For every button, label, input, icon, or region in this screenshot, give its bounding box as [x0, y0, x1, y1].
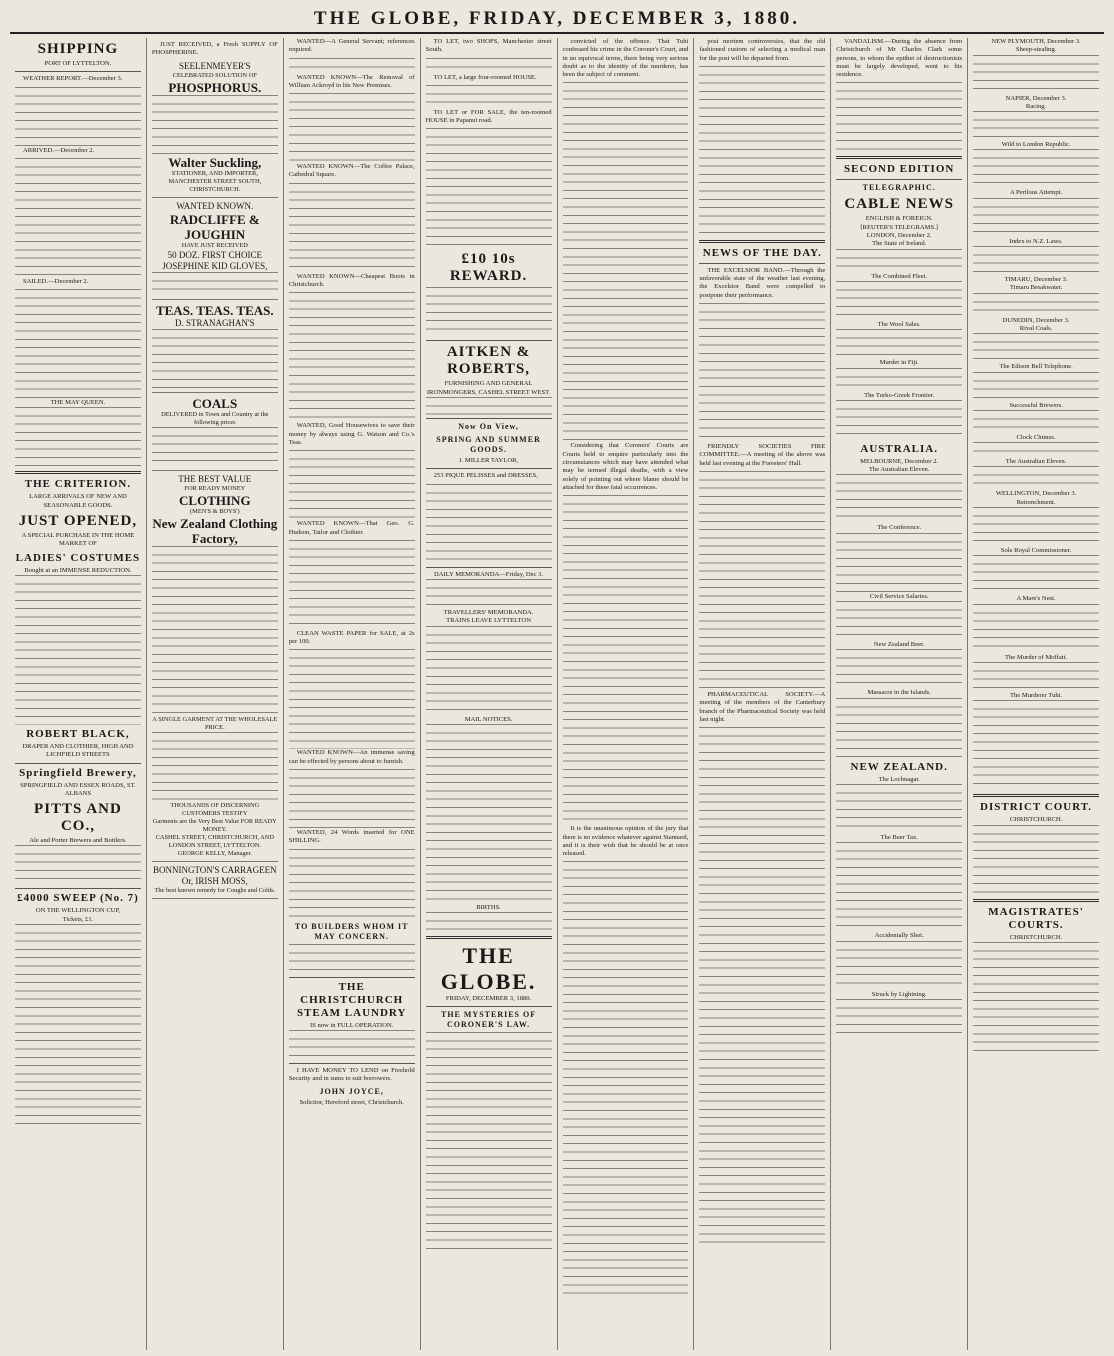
ad-sub: (MEN'S & BOYS')	[190, 507, 240, 515]
text-block	[426, 579, 552, 609]
section-title: Accidentally Shot.	[874, 932, 924, 940]
travellers-memoranda: TRAVELLERS' MEMORANDA.	[443, 608, 534, 616]
section-title: The Edison Bell Telephone.	[999, 363, 1073, 371]
ad-phospherine	[152, 38, 278, 198]
ad-radcliffe	[152, 198, 278, 300]
dateline: TIMARU, December 3.	[1004, 276, 1068, 284]
dateline: DUNEDIN, December 3.	[1002, 316, 1070, 324]
wanted-ad: WANTED KNOWN—An immense saving can be effected by persons about to furnish.	[288, 749, 415, 765]
text-block	[15, 845, 141, 885]
builders-heading: TO BUILDERS WHOM IT MAY CONCERN.	[294, 921, 409, 941]
ad-title: RADCLIFFE & JOUGHIN	[169, 211, 260, 242]
reward-heading: £10 10s REWARD.	[449, 251, 528, 285]
ad-title: COALS	[192, 395, 238, 411]
text-block	[973, 662, 1099, 692]
ad-title: SEELENMEYER'S	[179, 60, 251, 71]
text-block	[152, 546, 278, 716]
steam-laundry-sub: IS now in FULL OPERATION.	[309, 1021, 394, 1029]
section-title: The Wool Sales.	[877, 320, 921, 328]
section-title: Struck by Lightning.	[871, 990, 927, 998]
masthead	[10, 6, 1104, 34]
text-block	[289, 769, 415, 829]
column-8	[968, 38, 1104, 1350]
section-title: Index to N.Z. Laws.	[1009, 237, 1063, 245]
ad-title: BONNINGTON'S CARRAGEEN	[152, 864, 277, 875]
text-block	[973, 372, 1099, 402]
arrived: ARRIVED.—December 2.	[23, 146, 95, 154]
ad-title: THE BEST VALUE	[178, 473, 252, 484]
cable-news: CABLE NEWS	[844, 196, 954, 213]
ad-sub: STATIONER, AND IMPORTER, MANCHESTER STREET SOUTH, CHRISTCHURCH.	[168, 169, 262, 193]
text-block	[426, 484, 552, 564]
money-to-lend: I HAVE MONEY TO LEND on Freehold Security and in sums to suit borrowers.	[288, 1066, 415, 1083]
text-block	[289, 649, 415, 749]
editorial-text: Considering that Coroners' Courts are Courts held to enquire particularly into the circumstances which may have attended what may be termed illegal deaths, with a view solely of pointing out where blame should be attached for these fatal occurrences.	[562, 442, 689, 491]
sweep-heading: £4000 SWEEP (No. 7)	[17, 892, 139, 905]
text-block	[426, 397, 552, 415]
daily-memoranda: DAILY MEMORANDA—Friday, Dec 3.	[434, 570, 544, 578]
text-block	[563, 495, 689, 825]
text-block	[836, 281, 962, 321]
divider	[426, 468, 552, 469]
wanted-ad: WANTED, 24 Words inserted for ONE SHILLING.	[288, 829, 415, 845]
robert-black-sub: DRAPER AND CLOTHIER, HIGH AND LICHFIELD STREETS	[22, 742, 134, 759]
text-block	[836, 601, 962, 641]
district-court-sub: CHRISTCHURCH.	[1009, 816, 1063, 824]
tickets: Tickets, £1.	[62, 915, 94, 923]
divider	[15, 71, 141, 72]
text-block	[699, 303, 825, 443]
taylor: J. MILLER TAYLOR,	[458, 457, 519, 465]
text-block	[836, 368, 962, 392]
column-2	[147, 38, 284, 1350]
column-5	[558, 38, 695, 1350]
text-block	[836, 474, 962, 524]
trains-heading: TRAINS LEAVE LYTTELTON	[446, 617, 532, 625]
the-globe-title: THE GLOBE.	[440, 943, 537, 995]
divider	[426, 936, 552, 939]
ad-title: PHOSPHORUS.	[168, 79, 262, 95]
wanted-ad: CLEAN WASTE PAPER for SALE, at 2s per 100.	[288, 629, 415, 646]
ad-coals	[152, 393, 278, 471]
text-block	[15, 158, 141, 278]
section-title: Clock Chimes.	[1016, 433, 1056, 441]
ad-clothing-factory	[152, 471, 278, 862]
wanted-ad: WANTED KNOWN—The Coffee Palace, Cathedral Square.	[288, 163, 415, 179]
text-block	[289, 450, 415, 520]
editorial-text: It is the unanimous opinion of the jury that there is no evidence whatever against Stannard, and it is their wish that he should be at once released.	[562, 825, 689, 858]
pitts-sub: Ale and Porter Brewers and Bottlers.	[29, 837, 127, 845]
text-block	[973, 55, 1099, 95]
ad-sub: CASHEL STREET, CHRISTCHURCH, AND LONDON STREET, LYTTELTON.	[155, 833, 275, 849]
news-text: PHARMACEUTICAL SOCIETY.—A meeting of the members of the Canterbury branch of the Pharmaceutical Society was held last night.	[699, 690, 826, 723]
ad-sub: DELIVERED in Town and Country at the following prices	[161, 410, 269, 426]
text-block	[289, 93, 415, 163]
springfield-brewery: Springfield Brewery,	[19, 766, 137, 779]
section-title: The Combined Fleet.	[871, 272, 928, 280]
text-block	[973, 555, 1099, 595]
new-zealand-heading: NEW ZEALAND.	[850, 760, 948, 773]
text-block	[973, 507, 1099, 547]
aitken-sub: FURNISHING AND GENERAL IRONMONGERS, CASHEL STREET WEST.	[426, 380, 551, 396]
text-block	[973, 825, 1099, 895]
ad-sub: CELEBRATED SOLUTION OF	[172, 71, 257, 79]
text-block	[289, 58, 415, 74]
masthead-title: THE GLOBE, FRIDAY, DECEMBER 3, 1880.	[313, 8, 801, 29]
telegraphic: TELEGRAPHIC.	[862, 183, 936, 193]
wanted-ad: WANTED KNOWN—That Geo. G. Hudson, Tailor and Clothier.	[288, 520, 415, 536]
australia-heading: AUSTRALIA.	[860, 442, 938, 455]
divider	[15, 888, 141, 889]
editorial-heading: THE MYSTERIES OF CORONER'S LAW.	[440, 1010, 537, 1030]
text-block	[836, 784, 962, 834]
text-block	[426, 1032, 552, 1252]
magistrates-sub: CHRISTCHURCH.	[1009, 933, 1063, 941]
news-of-the-day: NEWS OF THE DAY.	[702, 246, 822, 259]
section-title: A Perilous Attempt.	[1009, 189, 1063, 197]
section-title: The Lochnagar.	[878, 775, 920, 783]
divider	[426, 1006, 552, 1007]
text-block	[426, 128, 552, 248]
to-let-ad: TO LET, a large four-roomed HOUSE.	[433, 73, 537, 81]
news-text: THE EXCELSIOR BAND.—Through the unfavorable state of the weather last evening, the Excelsior Band were compelled to postpone their performance.	[699, 266, 826, 299]
london-dateline: LONDON, December 2.	[866, 232, 932, 240]
text-block	[563, 82, 689, 442]
section-title: The Conference.	[877, 524, 922, 532]
text-block	[289, 1030, 415, 1060]
text-block	[15, 407, 141, 467]
text-block	[289, 849, 415, 919]
ad-text: JUST RECEIVED, a Fresh SUPPLY OF PHOSPHERINE.	[151, 41, 278, 57]
section-title: Civil Service Salaries.	[869, 592, 929, 600]
editorial-text: post mortem controversies, that the old fashioned custom of selecting a medical man for the post will be departed from.	[699, 38, 826, 62]
news-text: VANDALISM.—During the absence from Christchurch of Mr Charles Clark some persons, to whom the epithet of destructionists must be largely developed, went to his residence.	[836, 38, 963, 79]
column-6	[694, 38, 831, 1350]
text-block	[15, 289, 141, 399]
wanted-ad: WANTED KNOWN—The Removal of William Ackroyd to his New Premises.	[288, 73, 415, 89]
john-joyce-sub: Solicitor, Hereford street, Christchurch.	[299, 1098, 404, 1106]
section-title: The Australian Eleven.	[1005, 458, 1067, 466]
text-block	[973, 111, 1099, 141]
text-block	[973, 442, 1099, 458]
criterion-line: LARGE ARRIVALS OF NEW AND SEASONABLE GOODS.	[29, 493, 127, 509]
text-block	[152, 272, 278, 296]
robert-black: ROBERT BLACK,	[26, 727, 130, 740]
text-block	[973, 149, 1099, 189]
criterion-line: A SPECIAL PURCHASE IN THE HOME MARKET OF	[21, 532, 135, 548]
ad-title: WANTED KNOWN.	[176, 200, 254, 211]
editorial-text: convicted of the offence. That Tuhi confessed his crime in the Coroner's Court, and in no equivocal terms, there being very serious doubt as to the identity of the murderer, has been the subject of comment.	[562, 38, 689, 79]
ad-title: TEAS. TEAS. TEAS.	[155, 302, 274, 318]
text-block	[973, 604, 1099, 654]
section-title: The Murder of Moffatt.	[1004, 653, 1068, 661]
section-title: Wild to London Republic.	[1001, 141, 1071, 149]
second-edition: SECOND EDITION	[844, 163, 955, 176]
section-title: Massacre in the Islands.	[867, 689, 931, 697]
mail-notices: MAIL NOTICES.	[464, 715, 513, 723]
text-block	[152, 329, 278, 389]
column-1	[10, 38, 147, 1350]
text-block	[836, 82, 962, 152]
section-title: Timaru Breakwater.	[1009, 284, 1063, 292]
text-block	[426, 85, 552, 109]
text-block	[836, 329, 962, 359]
may-queen-heading: THE MAY QUEEN.	[50, 399, 106, 407]
text-block	[836, 698, 962, 758]
weather-report: WEATHER REPORT.—December 3.	[23, 75, 123, 83]
text-block	[973, 293, 1099, 317]
sailed: SAILED.—December 2.	[23, 277, 89, 285]
divider	[973, 794, 1099, 797]
ad-sub: GEORGE KELLY, Manager.	[177, 849, 252, 857]
text-block	[15, 575, 141, 725]
divider	[289, 1063, 415, 1064]
births: BIRTHS.	[476, 903, 501, 911]
english-foreign: ENGLISH & FOREIGN.	[865, 215, 933, 223]
dateline: NAPIER, December 3.	[1005, 94, 1067, 102]
divider	[15, 763, 141, 764]
column-3	[284, 38, 421, 1350]
section-title: The Turko-Greek Frontier.	[864, 391, 935, 399]
text-block	[836, 842, 962, 932]
globe-date: FRIDAY, DECEMBER 3, 1880.	[445, 995, 532, 1003]
text-block	[426, 626, 552, 716]
text-block	[15, 87, 141, 147]
news-text: FRIENDLY SOCIETIES FIRE COMMITTEE.—A meeting of the above was held last evening at the Foresters' Hall.	[699, 443, 826, 467]
ad-teas	[152, 300, 278, 393]
ad-sub: Garments are the Very Best Value FOR READY MONEY.	[152, 817, 277, 833]
text-block	[426, 287, 552, 337]
now-on-view: Now On View,	[458, 422, 519, 432]
text-block	[426, 58, 552, 74]
melbourne-dateline: MELBOURNE, December 2.	[860, 457, 939, 465]
to-let-ad: TO LET, two SHOPS, Manchester street South.	[425, 38, 552, 54]
spring-goods: SPRING AND SUMMER GOODS.	[436, 435, 541, 455]
pitts-and-co: PITTS AND CO.,	[34, 801, 122, 835]
section-title: Rival Coals.	[1019, 324, 1053, 332]
section-title: The State of Ireland.	[872, 240, 927, 248]
divider	[426, 418, 552, 419]
text-block	[289, 183, 415, 273]
text-block	[15, 924, 141, 1124]
ad-sub: A SINGLE GARMENT AT THE WHOLESALE PRICE.	[152, 715, 278, 731]
text-block	[836, 249, 962, 273]
ad-title: CLOTHING	[179, 492, 251, 508]
john-joyce: JOHN JOYCE,	[319, 1086, 384, 1096]
ad-title: Walter Suckling,	[168, 154, 262, 170]
wanted-ad: WANTED, Good Housewives to save their money by always using G. Watson and Co.'s Teas.	[288, 422, 415, 446]
prints-ad: 253 PIQUE PELISSES and DRESSES,	[433, 472, 538, 480]
column-4	[421, 38, 558, 1350]
section-title: The Australian Eleven.	[868, 466, 930, 474]
springfield-sub: SPRINGFIELD AND ESSEX ROADS, ST. ALBANS	[20, 781, 136, 797]
divider	[426, 340, 552, 341]
divider	[699, 263, 825, 264]
text-block	[426, 724, 552, 904]
ad-sub: The best known remedy for Coughs and Colds.	[154, 886, 276, 894]
text-block	[289, 540, 415, 630]
section-title: Murder in Fiji.	[879, 359, 919, 367]
section-title: Sheep-stealing.	[1015, 46, 1057, 54]
divider	[426, 567, 552, 568]
section-title: A Mare's Nest.	[1016, 595, 1056, 603]
shipping-sub: PORT OF LYTTELTON.	[44, 60, 112, 67]
magistrates-courts: MAGISTRATES' COURTS.	[988, 905, 1084, 931]
text-block	[836, 400, 962, 440]
text-block	[699, 66, 825, 236]
ad-sub: FOR READY MONEY	[184, 484, 246, 492]
divider	[973, 899, 1099, 902]
steam-laundry-heading: THE CHRISTCHURCH STEAM LAUNDRY	[296, 980, 407, 1019]
text-block	[973, 700, 1099, 790]
text-block	[973, 333, 1099, 363]
text-block	[836, 649, 962, 689]
columns	[10, 38, 1104, 1350]
criterion-line: Bought at an IMMENSE REDUCTION.	[24, 566, 132, 574]
divider	[836, 179, 962, 180]
to-let-ad: TO LET or FOR SALE, the ten-roomed HOUSE in Papanui road.	[425, 108, 552, 125]
text-block	[289, 944, 415, 974]
criterion-heading: THE CRITERION.	[24, 478, 132, 491]
section-title: The Murderer Tuhi.	[1009, 691, 1063, 699]
text-block	[152, 95, 278, 155]
dateline: NEW PLYMOUTH, December 3.	[991, 38, 1081, 45]
divider	[699, 240, 825, 243]
text-block	[152, 732, 278, 802]
text-block	[973, 198, 1099, 238]
text-block	[426, 912, 552, 932]
divider	[289, 977, 415, 978]
wanted-ad: WANTED KNOWN—Cheapest Boots in Christchurch.	[288, 272, 415, 289]
district-court: DISTRICT COURT.	[980, 801, 1093, 814]
wanted-ad: WANTED—A General Servant; references required.	[288, 38, 415, 54]
text-block	[836, 999, 962, 1039]
section-title: Sole Royal Commissioner.	[1000, 547, 1072, 555]
ad-title: 50 DOZ. FIRST CHOICE JOSEPHINE KID GLOVES,	[162, 249, 268, 271]
ladies-costumes: LADIES' COSTUMES	[15, 551, 141, 564]
ad-title: D. STRANAGHAN'S	[174, 317, 255, 328]
text-block	[973, 246, 1099, 276]
section-title: Successful Brewers.	[1009, 401, 1063, 409]
section-title: The Beer Tax.	[880, 833, 918, 841]
column-7	[831, 38, 968, 1350]
text-block	[699, 471, 825, 691]
section-title: Retrenchment.	[1016, 498, 1056, 506]
dateline: WELLINGTON, December 3.	[995, 490, 1077, 498]
ad-sub: THOUSANDS OF DISCERNING CUSTOMERS TESTIFY	[170, 801, 260, 817]
shipping-heading: SHIPPING	[37, 41, 119, 57]
sweep-sub: ON THE WELLINGTON CUP,	[35, 907, 121, 915]
section-title: Racing.	[1025, 102, 1047, 110]
ad-title: New Zealand Clothing Factory,	[152, 515, 278, 546]
text-block	[836, 941, 962, 991]
ad-title: Or, IRISH MOSS,	[181, 875, 248, 886]
ad-sub: HAVE JUST RECEIVED	[181, 241, 248, 249]
text-block	[699, 727, 825, 1247]
text-block	[973, 466, 1099, 490]
section-title: New Zealand Beer.	[873, 641, 925, 649]
text-block	[836, 533, 962, 593]
text-block	[973, 410, 1099, 434]
aitken-roberts: AITKEN & ROBERTS,	[446, 344, 531, 378]
text-block	[563, 861, 689, 1301]
divider	[836, 156, 962, 159]
just-opened: JUST OPENED,	[18, 513, 138, 530]
ad-bonnington	[152, 862, 278, 899]
reuter: [REUTER'S TELEGRAMS.]	[860, 223, 938, 231]
text-block	[289, 292, 415, 422]
divider	[15, 471, 141, 474]
text-block	[973, 942, 1099, 1052]
text-block	[152, 427, 278, 467]
